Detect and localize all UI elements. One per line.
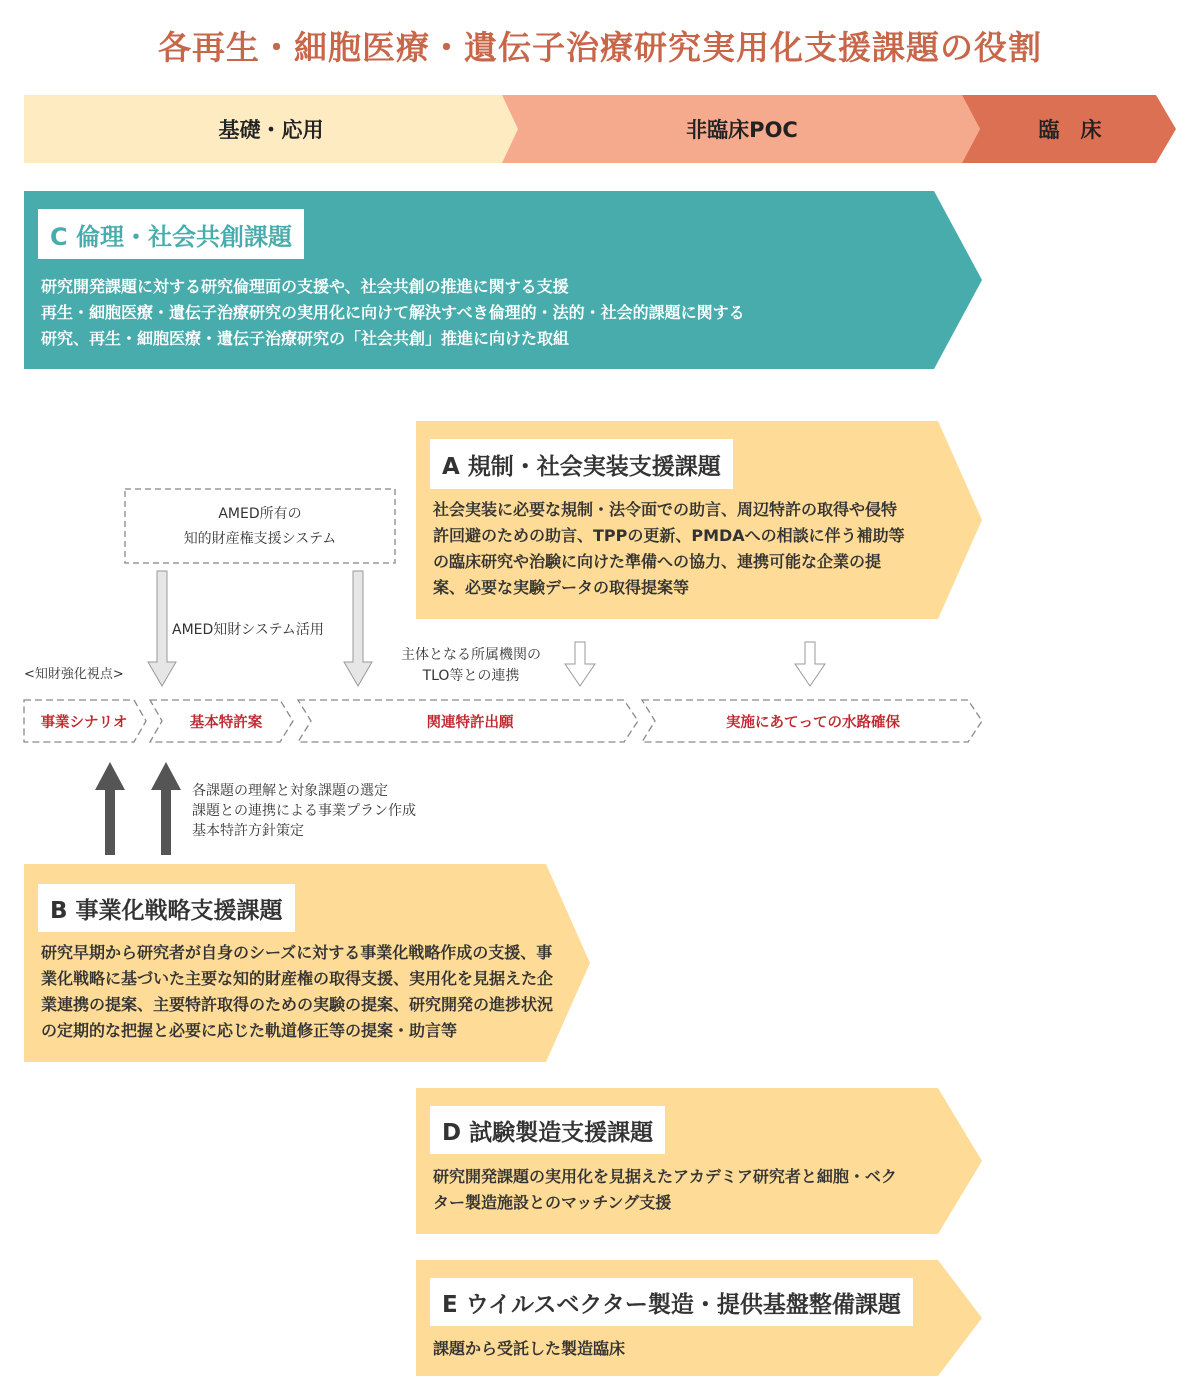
flow-step-business-scenario: 事業シナリオ — [40, 714, 128, 731]
a-section-desc — [433, 497, 905, 601]
b-note-line: 基本特許方針策定 — [192, 823, 304, 839]
b-desc-line: の定期的な把握と必要に応じた軌道修正等の提案・助言等 — [41, 1021, 458, 1040]
b-note-line: 課題との連携による事業プラン作成 — [192, 803, 416, 819]
tlo-label-line: 主体となる所属機関の — [401, 647, 541, 663]
a-desc-line: 社会実装に必要な規制・法令面での助言、周辺特許の取得や侵特 — [433, 500, 898, 519]
b-section-tag: B 事業化戦略支援課題 — [38, 884, 295, 932]
a-arrow-left — [565, 642, 595, 686]
phase-basic-label: 基礎・応用 — [218, 118, 324, 142]
c-desc-line: 研究、再生・細胞医療・遺伝子治療研究の「社会共創」推進に向けた取組 — [41, 329, 570, 348]
b-section-desc — [41, 940, 553, 1044]
c-desc-line: 研究開発課題に対する研究倫理面の支援や、社会共創の推進に関する支援 — [41, 277, 569, 296]
page-title: 各再生・細胞医療・遺伝子治療研究実用化支援課題の役割 — [158, 28, 1042, 67]
amed-box-line: AMED所有の — [218, 506, 302, 522]
d-section-desc — [433, 1164, 897, 1216]
flow-step-water-route: 実施にあてっての水路確保 — [726, 714, 900, 731]
b-arrow-right — [151, 762, 181, 855]
d-desc-line: 研究開発課題の実用化を見据えたアカデミア研究者と細胞・ベク — [433, 1167, 897, 1186]
b-note-line: 各課題の理解と対象課題の選定 — [192, 783, 388, 799]
a-desc-line: の臨床研究や治験に向けた準備への協力、連携可能な企業の提 — [433, 552, 882, 571]
b-notes — [192, 781, 416, 841]
amed-system-label: AMED知財システム活用 — [172, 622, 324, 638]
phase-nonclinical-label: 非臨床POC — [686, 118, 798, 142]
b-arrow-left — [95, 762, 125, 855]
a-desc-line: 案、必要な実験データの取得提案等 — [433, 578, 690, 597]
amed-box-line: 知的財産権支援システム — [183, 531, 337, 547]
e-section-tag: E ウイルスベクター製造・提供基盤整備課題 — [430, 1278, 913, 1326]
d-desc-line: ター製造施設とのマッチング支援 — [433, 1193, 672, 1212]
tlo-label-line: TLO等との連携 — [422, 668, 520, 684]
amed-box-text — [125, 502, 395, 552]
b-desc-line: 業化戦略に基づいた主要な知的財産権の取得支援、実用化を見据えた企 — [41, 969, 554, 988]
phase-clinical-label: 臨 床 — [1038, 118, 1102, 142]
tlo-label — [385, 645, 557, 687]
a-desc-line: 許回避のための助言、TPPの更新、PMDAへの相談に伴う補助等 — [433, 526, 905, 545]
viewpoint-label: <知財強化視点> — [24, 667, 124, 682]
flow-step-basic-patent: 基本特許案 — [189, 714, 263, 731]
a-section-tag: A 規制・社会実装支援課題 — [430, 439, 733, 489]
c-section-desc — [41, 274, 745, 352]
e-desc-line: 課題から受託した製造臨床 — [433, 1339, 626, 1358]
d-section-tag: D 試験製造支援課題 — [430, 1106, 665, 1154]
amed-arrow-right — [344, 571, 372, 686]
b-desc-line: 研究早期から研究者が自身のシーズに対する事業化戦略作成の支援、事 — [41, 943, 553, 962]
b-desc-line: 業連携の提案、主要特許取得のための実験の提案、研究開発の進捗状況 — [41, 995, 554, 1014]
c-section-tag: C 倫理・社会共創課題 — [38, 209, 304, 259]
c-desc-line: 再生・細胞医療・遺伝子治療研究の実用化に向けて解決すべき倫理的・法的・社会的課題に関する — [41, 303, 745, 322]
flow-step-related-patent: 関連特許出願 — [426, 714, 514, 731]
a-arrow-right — [795, 642, 825, 686]
e-section-desc — [433, 1336, 625, 1362]
